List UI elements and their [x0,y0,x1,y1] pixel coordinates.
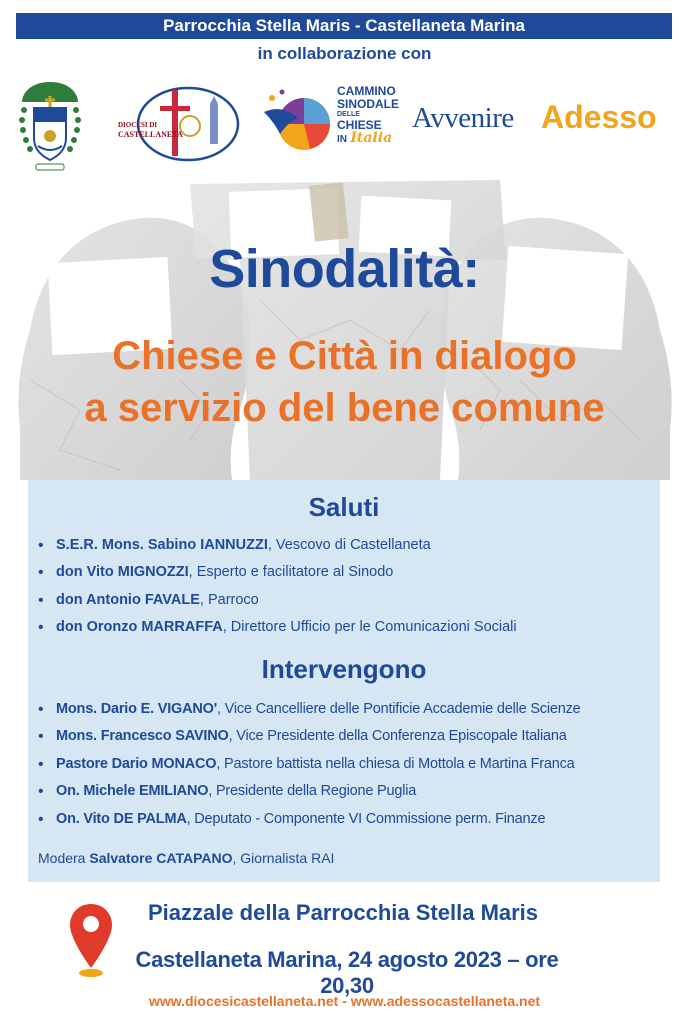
speaker-role: , Parroco [199,591,259,608]
speaker-name: don Antonio FAVALE [56,591,200,608]
diocesi-castellaneta-logo [110,84,240,164]
collaboration-label: in collaborazione con [257,44,432,63]
cammino-text-chiese: CHIESE [337,118,382,132]
list-item [38,806,658,833]
list-item [38,723,658,750]
intervengono-list [38,696,658,833]
speaker-role: , Vice Presidente della Conferenza Episcopale Italiana [228,728,567,745]
dove-icon [258,82,338,162]
speaker-name: Pastore Dario MONACO [56,755,217,772]
cammino-text-2: SINODALE [337,97,400,111]
speaker-role: , Pastore battista nella chiesa di Mottola e Martina Franca [216,755,575,772]
partner-logos [0,72,689,182]
avvenire-logo: Avvenire [412,102,514,134]
intervengono-heading: Intervengono [261,654,427,684]
subtitle-line2: a servizio del bene comune [84,386,605,430]
cammino-text-delle: DELLE [337,111,360,118]
list-item [38,778,658,805]
speaker-role: , Presidente della Regione Puglia [208,783,417,800]
main-title: Sinodalità: [209,239,480,299]
speaker-name: don Oronzo MARRAFFA [56,619,223,636]
speaker-name: Mons. Francesco SAVINO [56,728,229,745]
list-item [38,751,658,778]
adesso-logo: Adesso [541,99,657,135]
list-item [38,614,658,641]
list-item [38,587,658,614]
moderator-prefix: Modera [38,850,90,866]
speaker-name: On. Michele EMILIANO [56,783,209,800]
websites-link[interactable]: www.diocesicastellaneta.net - www.adessocastellaneta.net [148,993,541,1009]
parish-banner: Parrocchia Stella Maris - Castellaneta Marina [16,13,672,39]
speaker-name: don Vito MIGNOZZI [56,564,189,581]
saluti-list [38,532,658,642]
speaker-name: On. Vito DE PALMA [56,810,187,827]
cammino-text-1: CAMMINO [337,84,396,98]
speaker-role: , Vescovo di Castellaneta [267,537,431,553]
bishop-coat-of-arms-icon [16,78,84,174]
moderator-name: Salvatore CATAPANO [89,850,233,866]
location-pin-icon [68,902,114,978]
cammino-sinodale-logo [258,80,408,166]
venue-location: Piazzale della Parrocchia Stella Maris [147,900,539,925]
cammino-text-in: IN [337,134,347,145]
speaker-role: , Vice Cancelliere delle Pontificie Accademie delle Scienze [216,701,581,717]
speaker-name: S.E.R. Mons. Sabino IANNUZZI [56,537,268,553]
list-item [38,559,658,586]
speaker-role: , Deputato - Componente VI Commissione perm. Finanze [186,810,546,827]
diocesi-line1: DIOCESI DI [118,121,158,129]
diocesi-line2: CASTELLANETA [118,130,183,139]
venue-date-time: Castellaneta Marina, 24 agosto 2023 – ore 20,30 [135,947,559,998]
list-item [38,696,658,723]
saluti-heading: Saluti [308,492,380,522]
moderator-role: , Giornalista RAI [232,850,335,866]
subtitle-line1: Chiese e Città in dialogo [112,334,577,378]
cammino-text-italia: Italia [350,130,393,146]
subtitle [0,330,689,434]
speaker-name: Mons. Dario E. VIGANO' [56,701,217,717]
speaker-role: , Esperto e facilitatore al Sinodo [188,564,394,581]
program-panel [28,480,660,882]
moderator-line [38,850,334,866]
list-item [38,532,658,559]
speaker-role: , Direttore Ufficio per le Comunicazioni Sociali [222,619,517,636]
